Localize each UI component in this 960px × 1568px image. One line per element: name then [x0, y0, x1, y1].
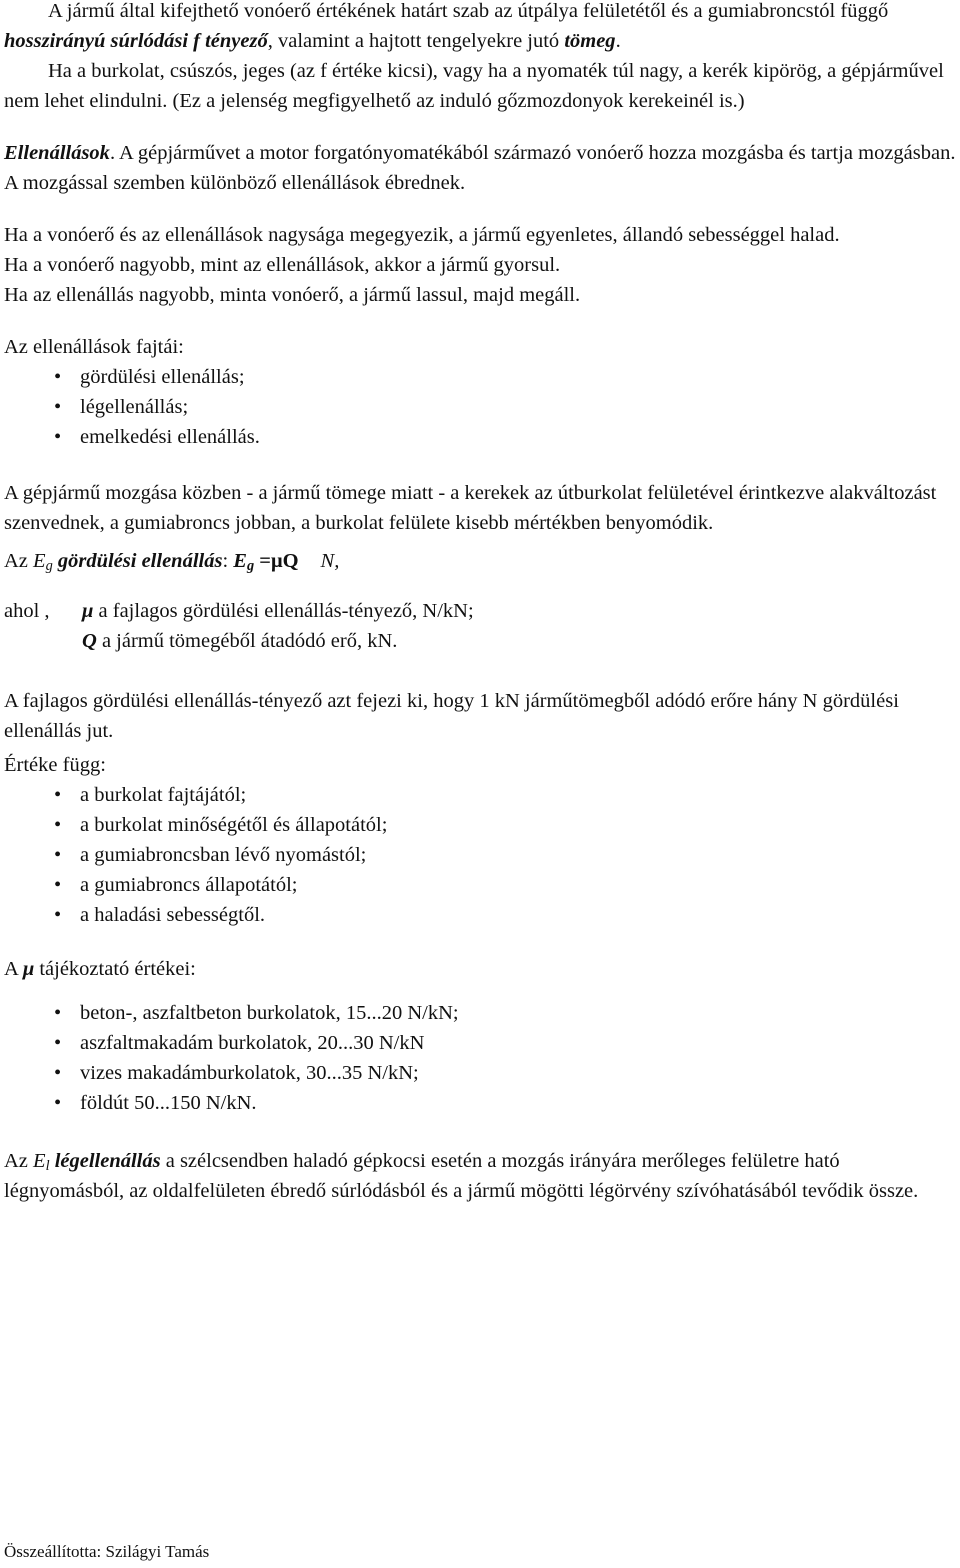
slip-paragraph: Ha a burkolat, csúszós, jeges (az f értéke kicsi), vagy ha a nyomaték túl nagy, a kerék kipörög, a gépjárművel nem lehet elindulni. (Ez a jelenség megfigyelhető az induló gőzmozdonyok kerekeinél is.) — [4, 60, 944, 112]
condition-equal: Ha a vonóerő és az ellenállások nagysága megegyezik, a jármű egyenletes, állandó sebességgel halad. — [4, 224, 840, 246]
rolling-resistance-term: gördülési ellenállás — [57, 550, 223, 572]
mu-values-title: A μ tájékoztató értékei: — [4, 958, 196, 980]
bullet-icon: • — [54, 426, 62, 448]
bullet-icon: • — [54, 904, 62, 926]
condition-decelerate: Ha az ellenállás nagyobb, minta vonóerő, a jármű lassul, majd megáll. — [4, 284, 581, 306]
list-item: • beton-, aszfaltbeton burkolatok, 15...20 N/kN; — [4, 998, 956, 1028]
definition-mu: ahol , μ a fajlagos gördülési ellenállás-tényező, N/kN; — [4, 596, 956, 626]
document-page — [4, 0, 956, 1206]
footer-author: Összeállította: Szilágyi Tamás — [4, 1542, 210, 1561]
bullet-icon: • — [54, 1032, 62, 1054]
list-item: • emelkedési ellenállás. — [4, 422, 956, 452]
types-title: Az ellenállások fajtái: — [4, 336, 184, 358]
intro-text-c: , valamint a hajtott tengelyekre jutó — [267, 30, 565, 52]
specific-paragraph: A fajlagos gördülési ellenállás-tényező azt fejezi ki, hogy 1 kN járműtömegből adódó erőre hány N gördülési ellenállás jut. — [4, 690, 899, 742]
bullet-icon: • — [54, 366, 62, 388]
mass-term: tömeg — [564, 30, 616, 52]
resistances-heading: Ellenállások — [4, 142, 110, 164]
intro-text-a: A jármű által kifejthető vonóerő értékének határt szab az útpálya felületétől és a gumiabroncstól függő — [48, 0, 889, 22]
types-list — [4, 362, 956, 452]
air-resistance-paragraph: Az $E_l$ légellenállás a szélcsendben haladó gépkocsi esetén a mozgás irányára merőleges felületre ható légnyomásból, az oldalfelületen ébredő súrlódásból és a jármű mögötti légörvény szívóhatásából tevődik össze. — [4, 1150, 919, 1202]
bullet-icon: • — [54, 874, 62, 896]
rolling-paragraph: A gépjármű mozgása közben - a jármű tömege miatt - a kerekek az útburkolat felületével érintkezve alakváltozást szenvednek, a gumiabroncs jobban, a burkolat felülete kisebb mértékben benyomódik. — [4, 482, 937, 534]
resistances-text: . A gépjárművet a motor forgatónyomatékából származó vonóerő hozza mozgásba és tartja mozgásban. A mozgással szemben különböző ellenállások ébrednek. — [4, 142, 956, 194]
definition-q: Q a jármű tömegéből átadódó erő, kN. — [82, 630, 398, 652]
formula-unit: N, — [320, 550, 340, 572]
friction-factor-term: hosszirányú súrlódási f tényező — [4, 30, 268, 52]
list-item: • vizes makadámburkolatok, 30...35 N/kN; — [4, 1058, 956, 1088]
resistances-paragraph — [4, 138, 956, 198]
bullet-icon: • — [54, 784, 62, 806]
list-item: • földút 50...150 N/kN. — [4, 1088, 956, 1118]
list-item: • a gumiabroncsban lévő nyomástól; — [4, 840, 956, 870]
bullet-icon: • — [54, 1092, 62, 1114]
list-item: • a burkolat minőségétől és állapotától; — [4, 810, 956, 840]
q-symbol: Q — [82, 630, 97, 652]
mu-symbol: μ — [22, 958, 35, 980]
list-item: • a burkolat fajtájától; — [4, 780, 956, 810]
list-item: • a haladási sebességtől. — [4, 900, 956, 930]
bullet-icon: • — [54, 1062, 62, 1084]
list-item: • a gumiabroncs állapotától; — [4, 870, 956, 900]
bullet-icon: • — [54, 1002, 62, 1024]
depends-title: Értéke függ: — [4, 754, 106, 776]
rolling-formula: Az $E_g$ gördülési ellenállás: $E_g =\mu Q$ N, — [4, 550, 340, 574]
list-item: • légellenállás; — [4, 392, 956, 422]
mu-symbol: μ — [82, 600, 94, 622]
ahol-label: ahol , — [4, 600, 50, 622]
air-resistance-term: légellenállás — [54, 1150, 161, 1172]
list-item: • gördülési ellenállás; — [4, 362, 956, 392]
bullet-icon: • — [54, 814, 62, 836]
intro-text-e: . — [615, 30, 621, 52]
intro-paragraph — [4, 0, 956, 56]
condition-accelerate: Ha a vonóerő nagyobb, mint az ellenállások, akkor a jármű gyorsul. — [4, 254, 561, 276]
list-item: • aszfaltmakadám burkolatok, 20...30 N/kN — [4, 1028, 956, 1058]
mu-values-list — [4, 998, 956, 1118]
depends-list — [4, 780, 956, 930]
bullet-icon: • — [54, 396, 62, 418]
bullet-icon: • — [54, 844, 62, 866]
